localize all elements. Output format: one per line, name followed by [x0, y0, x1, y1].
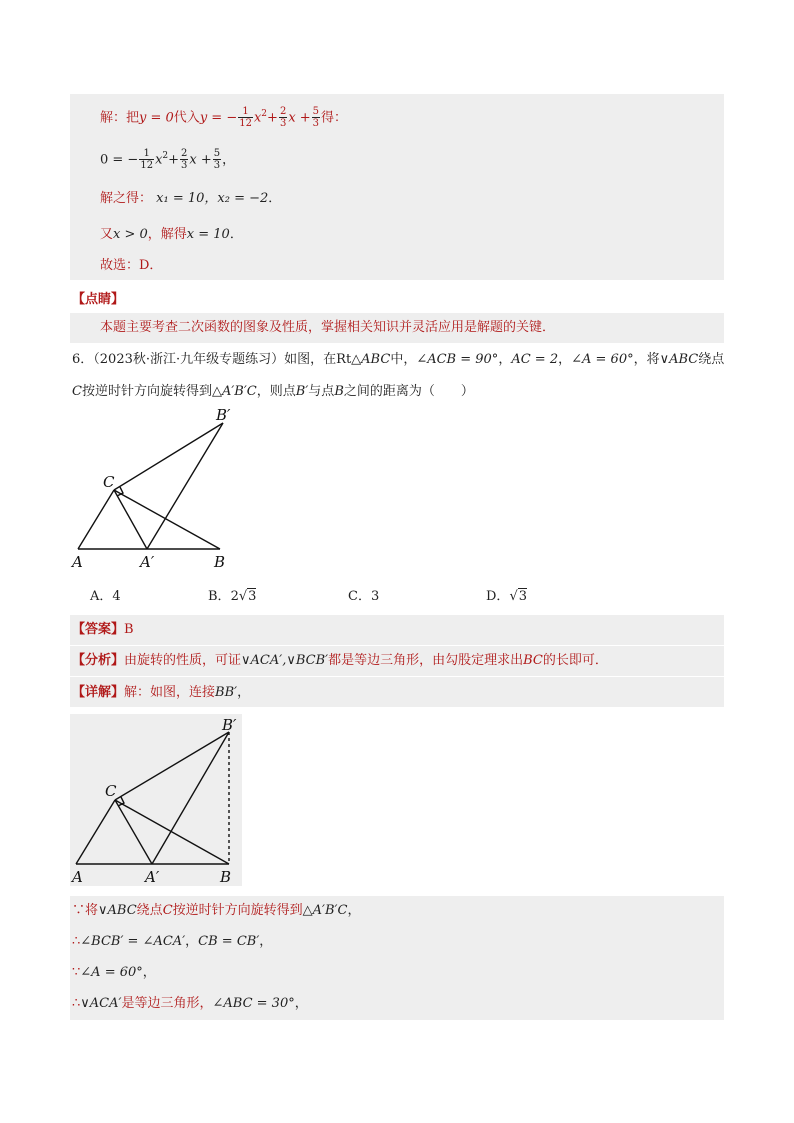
- segment-cb-prime: [115, 732, 229, 800]
- label-a-prime: A′: [145, 868, 160, 886]
- analysis-line: 【分析】由旋转的性质，可证∨ACA′,∨BCB′都是等边三角形，由勾股定理求出BC的长即可．: [72, 653, 608, 668]
- proof-line-3: ∵∠A = 60°，: [72, 965, 156, 980]
- solution-line-substitute: 解：把y = 0代入y = − $\frac{1}{12}$ $x^2+$ $\frac{2}{3}$ x + $\frac{5}{3}$ 得：: [100, 106, 348, 130]
- label-a: A: [72, 553, 83, 571]
- solution-line-roots: 解之得： x₁ = 10，x₂ = −2．: [100, 191, 282, 206]
- detail-line: 【详解】解：如图，连接BB′，: [72, 685, 251, 700]
- label-b-prime: B′: [216, 406, 231, 424]
- detail-header: 【详解】: [72, 685, 125, 700]
- question-line-2: C按逆时针方向旋转得到△A′B′C，则点B′与点B之间的距离为（ ）: [72, 384, 474, 399]
- choice-b[interactable]: B．2√3: [208, 589, 257, 604]
- solution-line-choice: 故选：D．: [100, 258, 163, 273]
- question-line-1: 6．（2023秋·浙江·九年级专题练习）如图，在Rt△ABC中，∠ACB = 90°，AC = 2，∠A = 60°，将∨ABC绕点: [72, 352, 725, 367]
- answer-header: 【答案】: [72, 622, 125, 637]
- answer-line: [72, 620, 134, 640]
- question-figure: [68, 405, 243, 575]
- choice-c[interactable]: C．3: [348, 589, 380, 604]
- dianjing-header: 【点睛】: [72, 292, 125, 307]
- label-c: C: [103, 473, 115, 491]
- label-b-prime: B′: [222, 716, 237, 734]
- label-b: B: [214, 553, 226, 571]
- segment-cb: [115, 800, 229, 864]
- segment-a-prime-b-prime: [152, 732, 229, 864]
- label-c: C: [105, 782, 117, 800]
- proof-line-1: ∵将∨ABC绕点C按逆时针方向旋转得到△A′B′C，: [72, 903, 361, 918]
- solution-line-equation: 0 = − $\frac{1}{12}$ $x^2+$ $\frac{2}{3}$ x + $\frac{5}{3}$ ，: [100, 148, 236, 172]
- dianjing-text: 本题主要考查二次函数的图象及性质，掌握相关知识并灵活应用是解题的关键．: [100, 320, 556, 335]
- analysis-header: 【分析】: [72, 653, 125, 668]
- label-b: B: [220, 868, 232, 886]
- solution-line-positive: 又x > 0，解得x = 10．: [100, 227, 243, 242]
- choice-a[interactable]: A．4: [90, 589, 121, 604]
- segment-ac: [76, 800, 115, 864]
- proof-line-2: ∴∠BCB′ = ∠ACA′，CB = CB′，: [72, 934, 273, 949]
- label-a: A: [72, 868, 83, 886]
- choice-d[interactable]: D．√3: [486, 589, 528, 604]
- answer-block: [70, 615, 724, 645]
- segment-cb-prime: [114, 423, 223, 490]
- segment-ac: [78, 490, 114, 549]
- detail-figure: [70, 714, 242, 886]
- answer-value: B: [124, 622, 134, 637]
- proof-line-4: ∴∨ACA′是等边三角形，∠ABC = 30°，: [72, 996, 308, 1011]
- label-a-prime: A′: [140, 553, 155, 571]
